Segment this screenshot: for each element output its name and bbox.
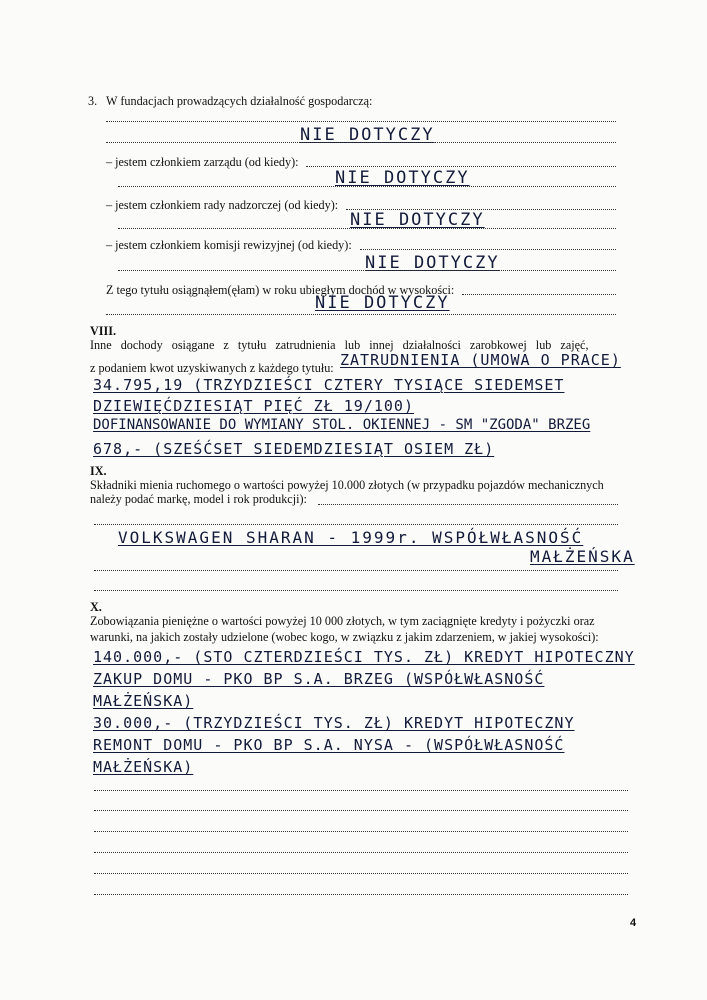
handwritten-zobowiazania-line1: 140.000,- (STO CZTERDZIEŚCI TYS. ZŁ) KREDYT HIPOTECZNY: [93, 648, 635, 666]
section9-heading: IX.: [90, 464, 107, 478]
dotted-line: [106, 142, 616, 143]
handwritten-dochody-line5: 678,- (SZEŚĆSET SIEDEMDZIESIĄT OSIEM ZŁ): [93, 440, 495, 458]
dotted-line: [106, 121, 616, 122]
handwritten-zobowiazania-line3: MAŁŻEŃSKA): [93, 692, 194, 710]
dotted-line: [306, 166, 616, 167]
handwritten-dochody-line1: ZATRUDNIENIA (UMOWA O PRACE): [340, 351, 621, 369]
dotted-line: [118, 186, 616, 187]
dochod-label: Z tego tytułu osiągnąłem(ęłam) w roku ubiegłym dochód w wysokości:: [106, 283, 455, 297]
section10-text-line1: Zobowiązania pieniężne o wartości powyżej 10 000 złotych, w tym zaciągnięte kredyty i pożyczki oraz: [90, 614, 595, 628]
section8-text-line1: Inne dochody osiągane z tytułu zatrudnienia lub innej działalności zarobkowej lub zajęć,: [90, 338, 589, 352]
dotted-line: [318, 504, 618, 505]
dotted-line: [118, 228, 616, 229]
dotted-line: [462, 294, 616, 295]
handwritten-zobowiazania-line2: ZAKUP DOMU - PKO BP S.A. BRZEG (WSPÓŁWŁASNOŚĆ: [93, 670, 545, 688]
dotted-line: [118, 270, 616, 271]
section8-text-line2: z podaniem kwot uzyskiwanych z każdego tytułu:: [90, 361, 334, 375]
dotted-line: [94, 570, 618, 571]
handwritten-answer-fundacje: NIE DOTYCZY: [300, 125, 435, 145]
section8-heading: VIII.: [90, 324, 117, 338]
komisja-label: – jestem członkiem komisji rewizyjnej (od kiedy):: [106, 238, 352, 252]
handwritten-zobowiazania-line4: 30.000,- (TRZYDZIEŚCI TYS. ZŁ) KREDYT HIPOTECZNY: [93, 714, 575, 732]
section3-heading: W fundacjach prowadzących działalność gospodarczą:: [106, 94, 373, 108]
section3-number: 3.: [88, 94, 98, 108]
handwritten-dochody-line4: DOFINANSOWANIE DO WYMIANY STOL. OKIENNEJ - SM "ZGODA" BRZEG: [93, 417, 591, 433]
section9-text-line1: Składniki mienia ruchomego o wartości powyżej 10.000 złotych (w przypadku pojazdów mechanicznych: [90, 478, 604, 492]
dotted-line: [94, 790, 628, 791]
dotted-line: [94, 524, 618, 525]
handwritten-dochody-line2: 34.795,19 (TRZYDZIEŚCI CZTERY TYSIĄCE SIEDEMSET: [93, 376, 565, 394]
dotted-line: [94, 831, 628, 832]
dotted-line: [94, 894, 628, 895]
handwritten-zobowiazania-line5: REMONT DOMU - PKO BP S.A. NYSA - (WSPÓŁWŁASNOŚĆ: [93, 736, 565, 754]
handwritten-dochody-line3: DZIEWIĘĆDZIESIĄT PIĘĆ ZŁ 19/100): [93, 397, 414, 415]
handwritten-mienie-line1: VOLKSWAGEN SHARAN - 1999r. WSPÓŁWŁASNOŚĆ: [118, 528, 584, 547]
section9-text-line2: należy podać markę, model i rok produkcji):: [90, 492, 307, 506]
handwritten-answer-zarzad: NIE DOTYCZY: [335, 168, 470, 188]
handwritten-mienie-line2: MAŁŻEŃSKA: [530, 547, 635, 566]
dotted-line: [106, 314, 616, 315]
handwritten-answer-dochod: NIE DOTYCZY: [315, 293, 450, 313]
dotted-line: [94, 590, 618, 591]
dotted-line: [360, 249, 616, 250]
rada-label: – jestem członkiem rady nadzorczej (od kiedy):: [106, 198, 339, 212]
zarzad-label: – jestem członkiem zarządu (od kiedy):: [106, 155, 299, 169]
dotted-line: [94, 873, 628, 874]
dotted-line: [94, 810, 628, 811]
handwritten-zobowiazania-line6: MAŁŻEŃSKA): [93, 758, 194, 776]
page-number: 4: [630, 917, 637, 929]
section10-heading: X.: [90, 600, 102, 614]
handwritten-answer-komisja: NIE DOTYCZY: [365, 253, 500, 273]
section10-text-line2: warunki, na jakich zostały udzielone (wobec kogo, w związku z jakim zdarzeniem, w jakiej wysokości):: [90, 630, 599, 644]
dotted-line: [94, 852, 628, 853]
handwritten-answer-rada: NIE DOTYCZY: [350, 210, 485, 230]
